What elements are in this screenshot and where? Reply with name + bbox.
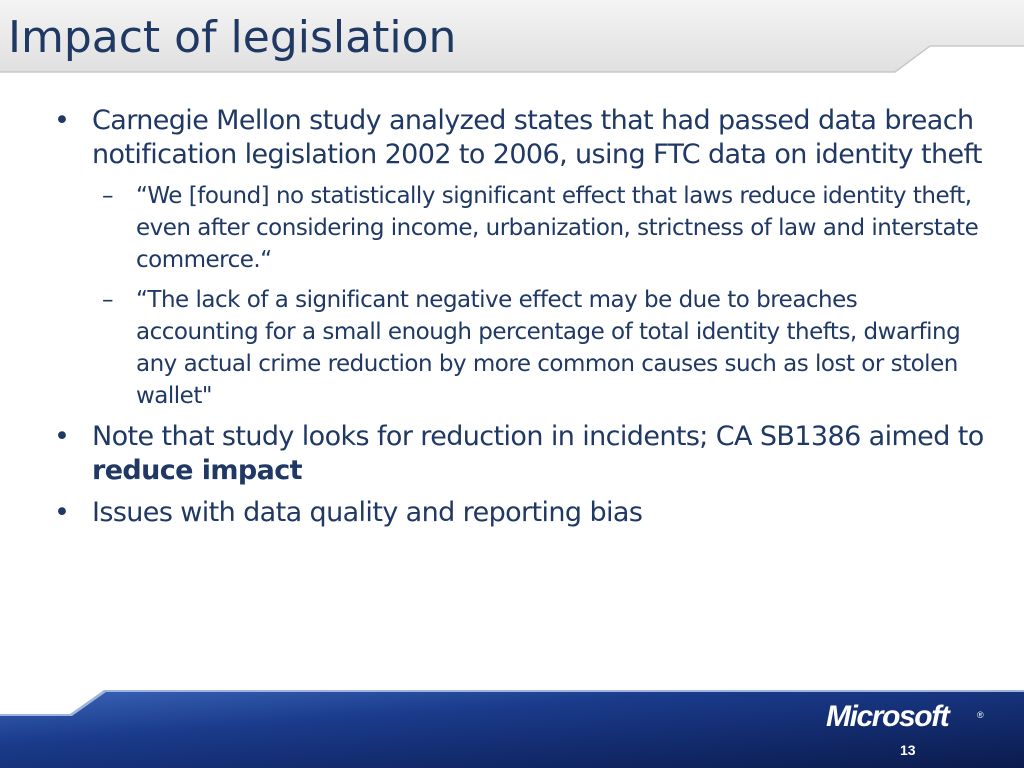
bullet-text: Issues with data quality and reporting bias <box>92 497 643 528</box>
slide-title: Impact of legislation <box>8 12 457 63</box>
sub-bullet-text: “The lack of a significant negative effect may be due to breaches accounting for a small enough percentage of total identity thefts, dwarfing any actual crime reduction by more common causes such as lost or stolen wallet" <box>136 287 961 409</box>
bullet-item <box>44 496 984 530</box>
sub-bullet-marker: – <box>102 287 113 313</box>
bullet-item <box>44 420 984 488</box>
bullet-marker: • <box>54 105 70 136</box>
bullet-text-emphasis: reduce impact <box>92 455 302 486</box>
sub-bullet-text: “We [found] no statistically significant effect that laws reduce identity theft, even after considering income, urbanization, strictness of law and interstate commerce.“ <box>136 183 979 273</box>
sub-bullet-marker: – <box>102 183 113 209</box>
registered-mark: ® <box>977 710 984 720</box>
bullet-text: Carnegie Mellon study analyzed states that had passed data breach notification legislation 2002 to 2006, using FTC data on identity theft <box>92 105 982 170</box>
bullet-marker: • <box>54 421 70 452</box>
sub-bullet-list <box>44 180 984 412</box>
sub-bullet-item <box>44 284 984 412</box>
microsoft-logo: Microsoft <box>826 700 949 733</box>
slide-number: 13 <box>900 742 916 758</box>
bullet-text: Note that study looks for reduction in incidents; CA SB1386 aimed to <box>92 421 984 452</box>
slide-body <box>44 104 984 538</box>
bullet-marker: • <box>54 497 70 528</box>
sub-bullet-item <box>44 180 984 276</box>
bullet-item <box>44 104 984 172</box>
